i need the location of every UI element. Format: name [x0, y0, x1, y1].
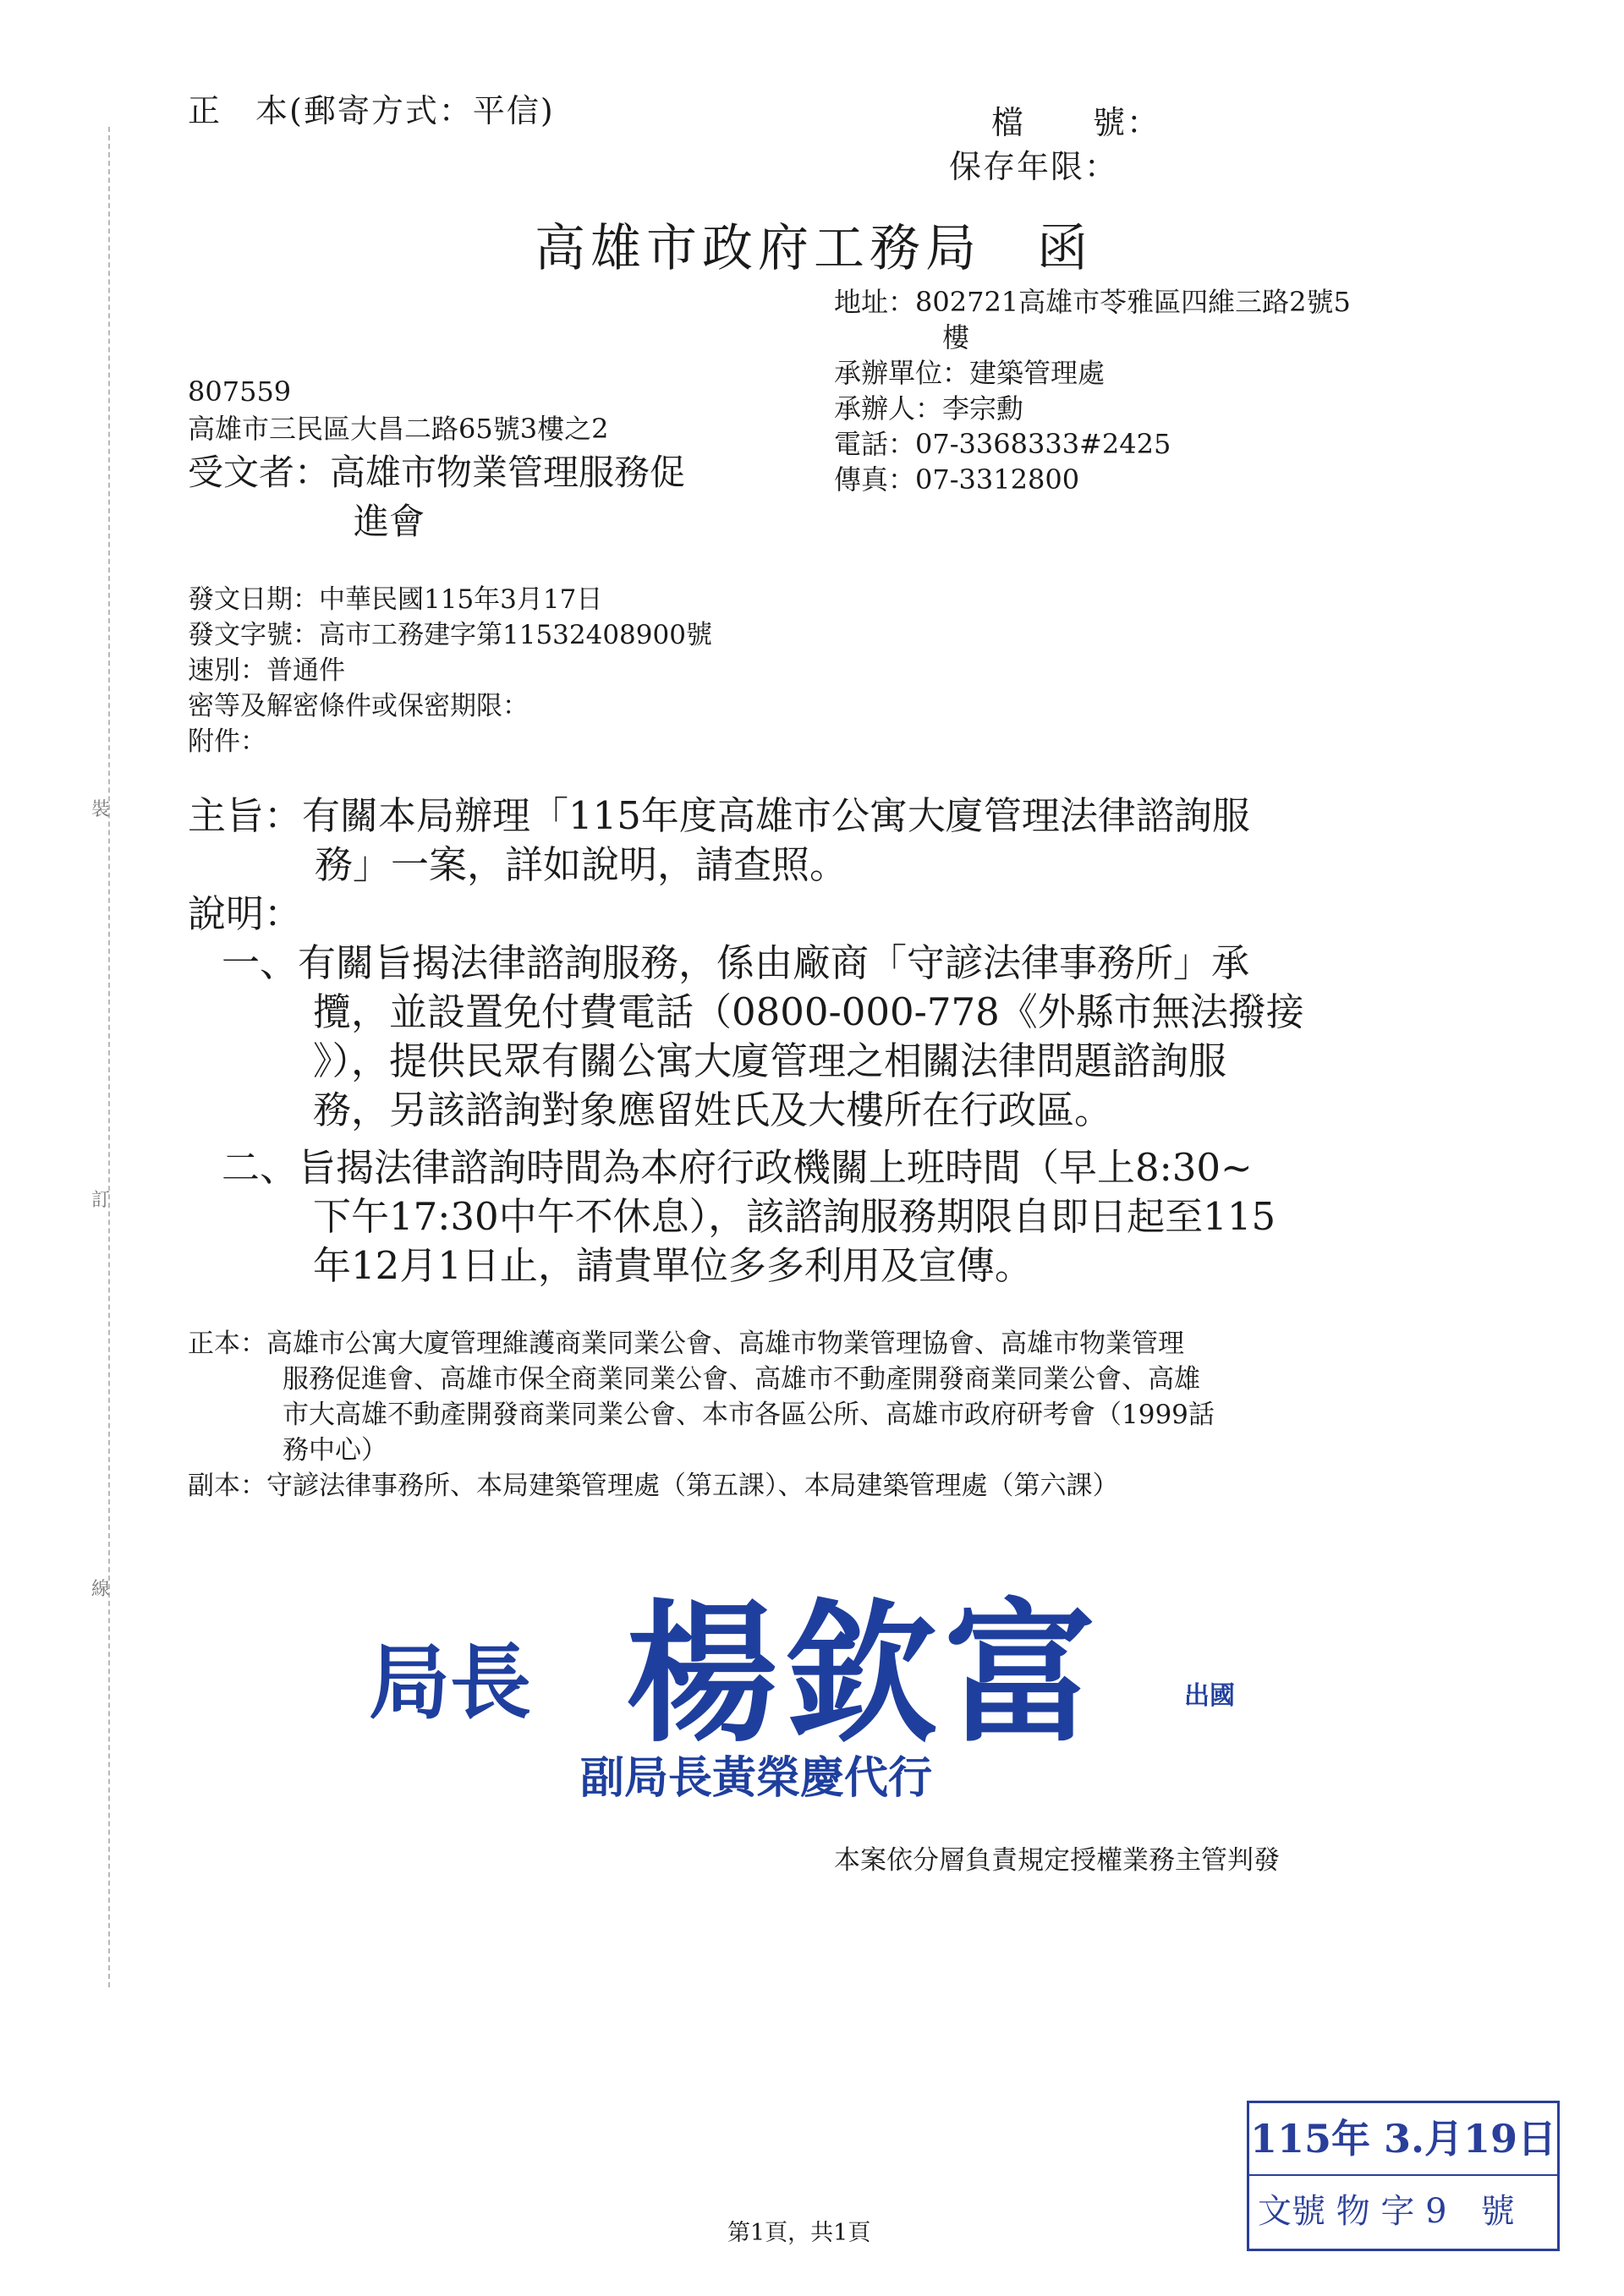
signature-status: 出國 [1184, 1681, 1235, 1711]
receipt-stamp-number [1249, 2176, 1557, 2247]
sender-phone: 電話：07-3368333#2425 [834, 428, 1171, 460]
main-recipients-line2: 服務促進會、高雄市保全商業同業公會、高雄市不動產開發商業同業公會、高雄 [283, 1364, 1200, 1395]
copy-recipients: 副本：守諺法律事務所、本局建築管理處（第五課）、本局建築管理處（第六課） [188, 1471, 1119, 1501]
secrecy-level: 密等及解密條件或保密期限： [188, 691, 529, 721]
sender-address-line1: 地址：802721高雄市苓雅區四維三路2號5 [834, 286, 1351, 318]
receipt-stamp [1247, 2101, 1560, 2251]
sender-address-line2: 樓 [942, 321, 970, 353]
sender-fax: 傳真：07-3312800 [834, 463, 1080, 496]
recipient-address: 高雄市三民區大昌二路65號3樓之2 [188, 413, 609, 445]
deputy-signature: 副局長黃榮慶代行 [580, 1752, 933, 1804]
recipient-postal-code: 807559 [188, 375, 292, 408]
sender-unit: 承辦單位：建築管理處 [834, 357, 1106, 389]
receipt-stamp-number-text: 文號 物 字 9 號 [1258, 2192, 1515, 2231]
sender-address [834, 284, 1351, 497]
recipient-name-line2: 進會 [354, 501, 425, 542]
file-number-label: 檔 號： [991, 104, 1161, 141]
signature-title: 局長 [369, 1635, 531, 1730]
binding-mark-xian: 線 [91, 1579, 111, 1600]
document-title: 高雄市政府工務局 函 [535, 219, 1093, 278]
attachment: 附件： [188, 726, 266, 757]
item2-line1: 二、旨揭法律諮詢時間為本府行政機關上班時間（早上8:30~ [222, 1145, 1253, 1190]
issue-number: 發文字號：高市工務建字第11532408900號 [188, 620, 712, 650]
item1-line4: 務，另該諮詢對象應留姓氏及大樓所在行政區。 [313, 1088, 1113, 1132]
main-recipients-line1: 正本：高雄市公寓大廈管理維護商業同業公會、高雄市物業管理協會、高雄市物業管理 [188, 1329, 1184, 1359]
binding-mark-ding: 訂 [91, 1190, 111, 1211]
item2-line2: 下午17:30中午不休息），該諮詢服務期限自即日起至115 [313, 1194, 1276, 1239]
item1-line2: 攬，並設置免付費電話（0800-000-778《外縣市無法撥接 [313, 989, 1304, 1034]
binding-line [108, 127, 110, 1987]
subject-line2: 務」一案，詳如說明，請查照。 [315, 842, 848, 887]
main-recipients-line4: 務中心） [283, 1435, 387, 1466]
issue-date: 發文日期：中華民國115年3月17日 [188, 584, 603, 615]
explanation-item-1 [222, 939, 1304, 1135]
distribution-block [188, 1326, 1215, 1504]
item1-line1: 一、有關旨揭法律諮詢服務，係由廠商「守諺法律事務所」承 [222, 940, 1250, 985]
explanation-item-2 [222, 1143, 1276, 1290]
receipt-stamp-date: 115年 3.月19日 [1249, 2103, 1557, 2176]
binding-mark-zhuang: 裝 [91, 799, 111, 820]
signature-name: 楊欽富 [626, 1585, 1104, 1763]
recipient-block [188, 448, 685, 546]
delivery-speed: 速別：普通件 [188, 655, 345, 686]
subject-line1: 主旨：有關本局辦理「115年度高雄市公寓大廈管理法律諮詢服 [188, 793, 1250, 838]
subject-block [188, 792, 1250, 939]
recipient-name-line1: 受文者：高雄市物業管理服務促 [188, 452, 686, 493]
copy-type: 正 本(郵寄方式：平信) [188, 92, 555, 129]
item2-line3: 年12月1日止，請貴單位多多利用及宣傳。 [313, 1243, 1033, 1288]
retention-label: 保存年限： [949, 148, 1119, 185]
item1-line3: 》），提供民眾有關公寓大廈管理之相關法律問題諮詢服 [313, 1038, 1227, 1083]
meta-block [188, 582, 712, 759]
authorization-note: 本案依分層負責規定授權業務主管判發 [834, 1845, 1280, 1876]
main-recipients-line3: 市大高雄不動產開發商業同業公會、本市各區公所、高雄市政府研考會（1999話 [283, 1400, 1215, 1430]
sender-person: 承辦人：李宗勳 [834, 392, 1024, 425]
explanation-label: 說明： [188, 891, 303, 936]
page-footer: 第1頁，共1頁 [727, 2220, 871, 2246]
